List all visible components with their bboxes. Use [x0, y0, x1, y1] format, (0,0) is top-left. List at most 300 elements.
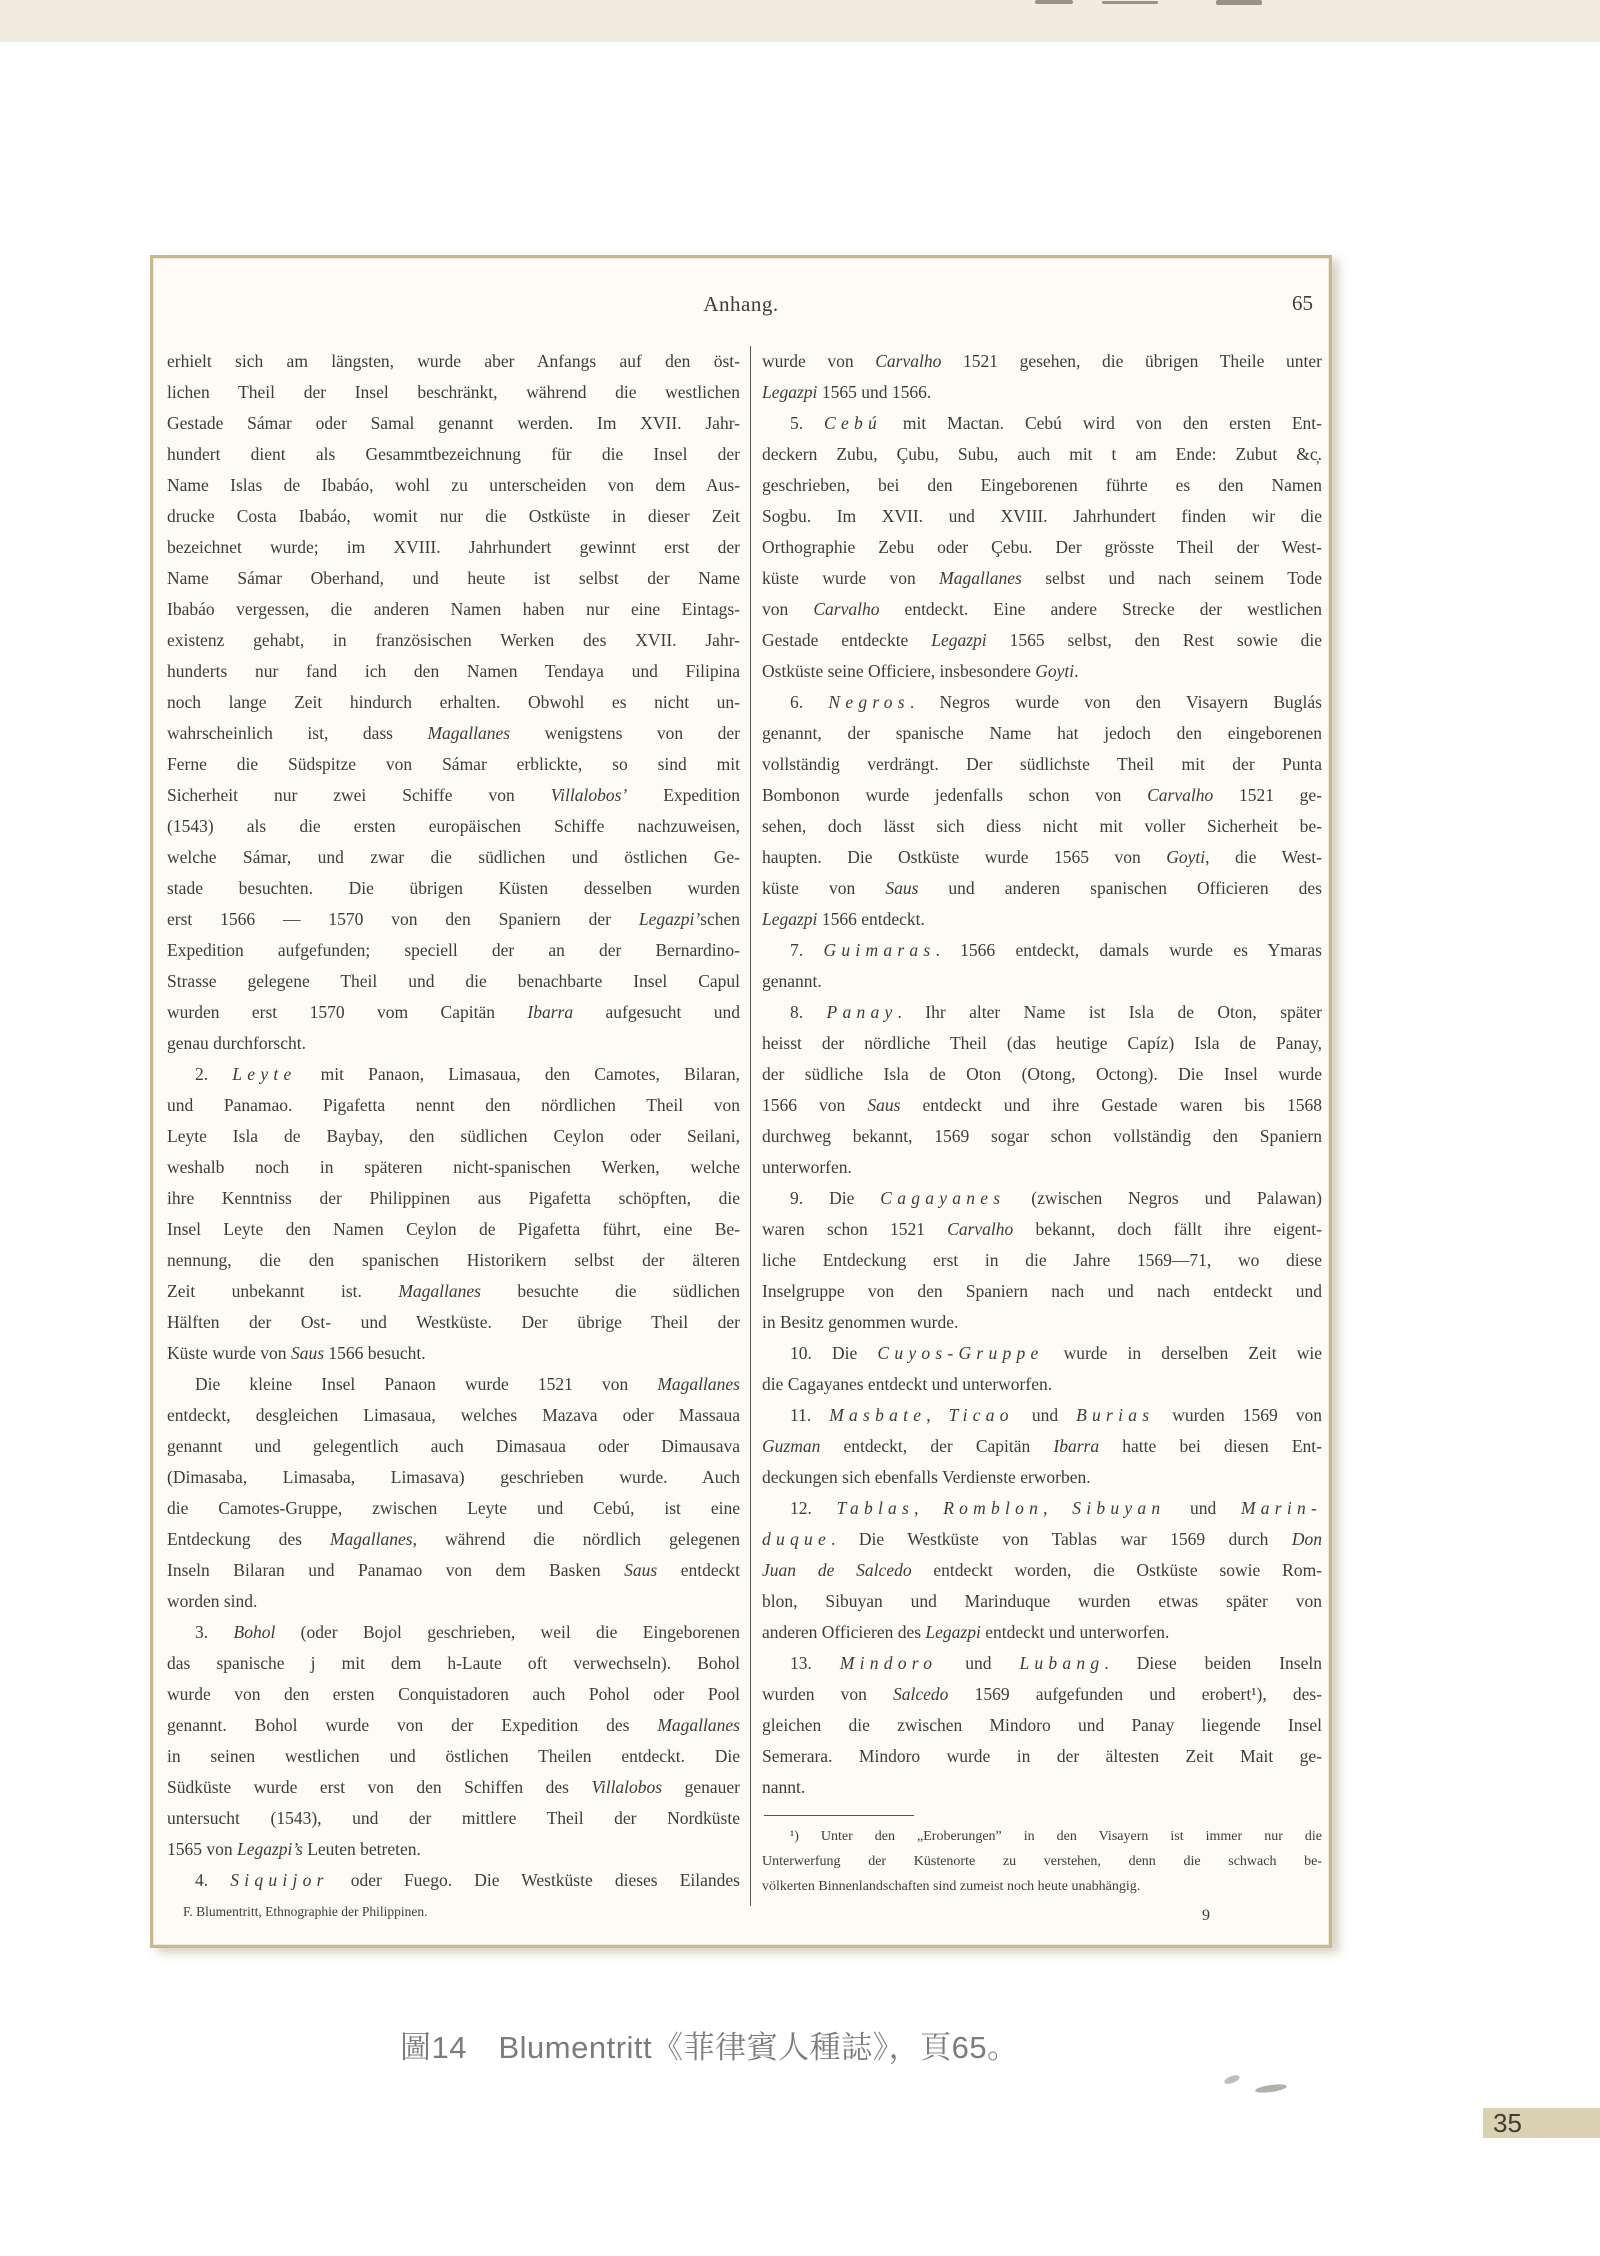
text-segment: Gestade Sámar oder Samal genannt werden. Im XVII. Jahr- [167, 413, 740, 433]
text-segment: wahrscheinlich ist, dass [167, 723, 428, 743]
italic-name-segment: Saus [290, 1343, 324, 1363]
text-segment: und [1013, 1405, 1077, 1425]
italic-name-segment: Ibarra [527, 1002, 574, 1022]
text-line [762, 1493, 1322, 1524]
right-text-column [762, 346, 1322, 1925]
text-segment: sehen, doch lässt sich diess nicht mit voller Sicherheit be- [762, 816, 1322, 836]
text-segment: erhielt sich am längsten, wurde aber Anfangs auf den öst- [167, 351, 740, 371]
text-line [167, 1183, 740, 1214]
text-line [762, 1183, 1322, 1214]
text-segment: selbst und nach seinem Tode [1021, 568, 1322, 588]
text-segment: stade besuchten. Die übrigen Küsten desselben wurden [167, 878, 740, 898]
text-line [762, 1431, 1322, 1462]
text-line [167, 1276, 740, 1307]
italic-name-segment: Villalobos’ [550, 785, 628, 805]
text-line [167, 749, 740, 780]
text-segment: 1565 und 1566. [817, 382, 932, 402]
italic-name-segment: Cebú [824, 413, 882, 433]
text-segment: 3. [195, 1622, 234, 1642]
text-segment: 1565 von [167, 1839, 237, 1859]
text-line [167, 1710, 740, 1741]
text-segment: deckern Zubu, Çubu, Subu, auch mit t am Ende: Zubut &c̦. [762, 444, 1322, 464]
text-segment: 6. [790, 692, 829, 712]
text-segment: anderen Officieren des [762, 1622, 926, 1642]
text-segment: küste von [762, 878, 886, 898]
text-line [762, 563, 1322, 594]
text-segment: 1566 von [762, 1095, 868, 1115]
text-segment: 1566 besucht. [324, 1343, 426, 1363]
text-segment: , die West- [1205, 847, 1322, 867]
italic-name-segment: Tablas [836, 1498, 915, 1518]
text-segment: die Camotes-Gruppe, zwischen Leyte und Cebú, ist eine [167, 1498, 740, 1518]
text-segment: 1566 entdeckt. [817, 909, 925, 929]
text-line [762, 439, 1322, 470]
text-line [762, 1276, 1322, 1307]
italic-name-segment: Saus [867, 1095, 901, 1115]
printer-signature-mark: 9 [1202, 1907, 1210, 1924]
text-line [762, 1524, 1322, 1555]
text-line [762, 811, 1322, 842]
italic-name-segment: Magallanes [427, 723, 511, 743]
text-line [167, 966, 740, 997]
text-segment: entdeckt [657, 1560, 740, 1580]
text-line [762, 997, 1322, 1028]
text-segment: liche Entdeckung erst in die Jahre 1569—71, wo diese [762, 1250, 1322, 1270]
italic-name-segment: Saus [624, 1560, 658, 1580]
italic-name-segment: Carvalho [813, 599, 880, 619]
italic-name-segment: Magallanes [939, 568, 1022, 588]
text-line [167, 1369, 740, 1400]
italic-name-segment: Leyte [232, 1064, 297, 1084]
text-line [167, 1493, 740, 1524]
text-segment: entdeckt. Eine andere Strecke der westlichen [879, 599, 1322, 619]
italic-name-segment: Carvalho [947, 1219, 1014, 1239]
text-line [167, 563, 740, 594]
text-segment: haupten. Die Ostküste wurde 1565 von [762, 847, 1167, 867]
italic-name-segment: Bohol [233, 1622, 276, 1642]
text-line [167, 594, 740, 625]
italic-name-segment: Masbate [829, 1405, 927, 1425]
text-segment: wurde in derselben Zeit wie [1043, 1343, 1322, 1363]
text-segment: , während die nördlich gelegenen [412, 1529, 740, 1549]
text-segment: welche Sámar, und zwar die südlichen und östlichen Ge- [167, 847, 740, 867]
text-segment: und Panamao. Pigafetta nennt den nördlichen Theil von [167, 1095, 740, 1115]
text-line [762, 1772, 1322, 1803]
text-line [762, 1245, 1322, 1276]
text-segment: mit Mactan. Cebú wird von den ersten Ent- [882, 413, 1322, 433]
italic-name-segment: Romblon [943, 1498, 1044, 1518]
italic-name-segment: Ibarra [1053, 1436, 1100, 1456]
text-segment: die Cagayanes entdeckt und unterworfen. [762, 1374, 1053, 1394]
text-line [762, 842, 1322, 873]
italic-name-segment: Saus [885, 878, 919, 898]
text-segment: Zeit unbekannt ist. [167, 1281, 399, 1301]
book-page-number: 65 [1292, 291, 1313, 315]
text-segment: vollständig verdrängt. Der südlichste Theil mit der Punta [762, 754, 1322, 774]
text-segment: heisst der nördliche Theil (das heutige Capíz) Isla de Panay, [762, 1033, 1322, 1053]
text-segment: Strasse gelegene Theil und die benachbarte Insel Capul [167, 971, 740, 991]
text-segment: Expedition aufgefunden; speciell der an der Bernardino- [167, 940, 740, 960]
text-segment: küste wurde von [762, 568, 940, 588]
text-segment: entdeckt, der Capitän [820, 1436, 1054, 1456]
italic-name-segment: Don [1291, 1529, 1322, 1549]
italic-name-segment: Mindoro [839, 1653, 938, 1673]
text-line [762, 408, 1322, 439]
text-segment: in Besitz genommen wurde. [762, 1312, 959, 1332]
text-line [762, 1369, 1322, 1400]
text-line [762, 873, 1322, 904]
text-line [167, 1121, 740, 1152]
text-line [167, 1214, 740, 1245]
italic-name-segment: Magallanes [398, 1281, 481, 1301]
text-line [762, 1849, 1322, 1874]
text-segment: existenz gehabt, in französischen Werken des XVII. Jahr- [167, 630, 740, 650]
text-segment: der südliche Isla de Oton (Otong, Octong). Die Insel wurde [762, 1064, 1322, 1084]
text-segment: Insel Leyte den Namen Ceylon de Pigafetta führt, eine Be- [167, 1219, 740, 1239]
text-line [167, 1586, 740, 1617]
text-segment: blon, Sibuyan und Marinduque wurden etwas später von [762, 1591, 1322, 1611]
text-segment: (oder Bojol geschrieben, weil die Eingeborenen [275, 1622, 740, 1642]
text-line [762, 1617, 1322, 1648]
text-segment: wenigstens von der [510, 723, 740, 743]
text-line [762, 1307, 1322, 1338]
text-line [167, 935, 740, 966]
scanner-top-band [0, 0, 1600, 42]
text-segment: wurden 1569 von [1154, 1405, 1322, 1425]
text-segment: Leuten betreten. [302, 1839, 421, 1859]
text-line [762, 470, 1322, 501]
text-segment: erst 1566 — 1570 von den Spaniern der [167, 909, 639, 929]
italic-name-segment: Guimaras [823, 940, 936, 960]
text-segment: wurde von den ersten Conquistadoren auch Pohol oder Pool [167, 1684, 740, 1704]
italic-name-segment: Carvalho [875, 351, 942, 371]
italic-name-segment: Legazpi [925, 1622, 981, 1642]
text-line [762, 1338, 1322, 1369]
scan-dirt-mark [1255, 2083, 1288, 2094]
text-segment: untersucht (1543), und der mittlere Theil der Nordküste [167, 1808, 740, 1828]
text-line [167, 780, 740, 811]
text-line [762, 1028, 1322, 1059]
text-segment: Semerara. Mindoro wurde in der ältesten Zeit Mait ge- [762, 1746, 1322, 1766]
text-line [167, 1834, 740, 1865]
text-line [167, 687, 740, 718]
text-segment: (1543) als die ersten europäischen Schiffe nachzuweisen, [167, 816, 740, 836]
scan-dirt-mark [1223, 2073, 1240, 2085]
text-line [762, 625, 1322, 656]
text-line [167, 625, 740, 656]
footnote-rule [764, 1815, 914, 1816]
italic-name-segment: Legazpi’ [638, 909, 701, 929]
text-segment: Bombonon wurde jedenfalls schon von [762, 785, 1148, 805]
text-line [762, 1586, 1322, 1617]
text-segment: genauer [662, 1777, 740, 1797]
text-segment: nennung, die den spanischen Historikern selbst der älteren [167, 1250, 740, 1270]
text-segment: genannt. Bohol wurde von der Expedition des [167, 1715, 658, 1735]
left-text-column [167, 346, 740, 1927]
text-segment: hundert dient als Gesammtbezeichnung für die Insel der [167, 444, 740, 464]
text-segment: Hälften der Ost- und Westküste. Der übrige Theil der [167, 1312, 740, 1332]
column-divider-rule [750, 346, 751, 1906]
italic-name-segment: Panay [826, 1002, 898, 1022]
text-line [762, 1710, 1322, 1741]
text-line [762, 904, 1322, 935]
text-segment: genau durchforscht. [167, 1033, 306, 1053]
text-segment: bezeichnet wurde; im XVIII. Jahrhundert gewinnt erst der [167, 537, 740, 557]
italic-name-segment: Legazpi [762, 909, 818, 929]
text-segment: . Die Westküste von Tablas war 1569 durch [831, 1529, 1292, 1549]
scan-artifact-speck [1102, 1, 1158, 4]
text-line [762, 532, 1322, 563]
text-segment: Leyte Isla de Baybay, den südlichen Ceylon oder Seilani, [167, 1126, 740, 1146]
figure-caption: 圖14 Blumentritt《菲律賓人種誌》，頁65。 [400, 2030, 1019, 2065]
text-segment: Inselgruppe von den Spaniern nach und nach entdeckt und [762, 1281, 1322, 1301]
text-segment: lichen Theil der Insel beschränkt, während die westlichen [167, 382, 740, 402]
text-line [762, 377, 1322, 408]
italic-name-segment: Legazpi [762, 382, 818, 402]
text-segment: weshalb noch in späteren nicht-spanischen Werken, welche [167, 1157, 740, 1177]
text-segment: 4. [195, 1870, 231, 1890]
italic-name-segment: Magallanes [657, 1715, 740, 1735]
text-segment: Name Sámar Oberhand, und heute ist selbst der Name [167, 568, 740, 588]
text-line [167, 1524, 740, 1555]
text-line [762, 966, 1322, 997]
text-line [167, 377, 740, 408]
text-segment: durchweg bekannt, 1569 sogar schon vollständig den Spaniern [762, 1126, 1322, 1146]
text-segment: genannt, der spanische Name hat jedoch den eingeborenen [762, 723, 1322, 743]
text-line [762, 749, 1322, 780]
text-segment: Orthographie Zebu oder Çebu. Der grösste Theil der West- [762, 537, 1322, 557]
text-line [167, 1090, 740, 1121]
text-segment: entdeckt, desgleichen Limasaua, welches Mazava oder Massaua [167, 1405, 740, 1425]
text-line [762, 594, 1322, 625]
text-line [167, 873, 740, 904]
italic-name-segment: Legazpi’s [237, 1839, 303, 1859]
text-segment: . 1566 entdeckt, damals wurde es Ymaras [935, 940, 1322, 960]
text-line [167, 656, 740, 687]
text-line [762, 1874, 1322, 1899]
text-segment: Sicherheit nur zwei Schiffe von [167, 785, 551, 805]
italic-name-segment: Goyti [1035, 661, 1075, 681]
text-line [167, 1028, 740, 1059]
text-segment: geschrieben, bei den Eingeborenen führte es den Namen [762, 475, 1322, 495]
text-line [167, 904, 740, 935]
text-line [167, 1741, 740, 1772]
text-segment: Sogbu. Im XVII. und XVIII. Jahrhundert finden wir die [762, 506, 1322, 526]
text-segment: 1569 aufgefunden und erobert¹), des- [948, 1684, 1322, 1704]
text-segment: . Negros wurde von den Visayern Buglás [909, 692, 1322, 712]
text-segment: unterworfen. [762, 1157, 852, 1177]
text-segment: Ostküste seine Officiere, insbesondere [762, 661, 1036, 681]
text-line [762, 1824, 1322, 1849]
text-segment: und anderen spanischen Officieren des [918, 878, 1322, 898]
text-segment: 1521 ge- [1213, 785, 1322, 805]
text-segment: schen [700, 909, 740, 929]
italic-name-segment: Villalobos [591, 1777, 663, 1797]
italic-name-segment: Magallanes [657, 1374, 740, 1394]
text-line [167, 408, 740, 439]
text-segment: Ferne die Südspitze von Sámar erblickte, so sind mit [167, 754, 740, 774]
text-segment: und [937, 1653, 1020, 1673]
text-line [167, 470, 740, 501]
text-segment: Die kleine Insel Panaon wurde 1521 von [195, 1374, 658, 1394]
text-segment: Inseln Bilaran und Panamao von dem Basken [167, 1560, 625, 1580]
text-line [167, 1245, 740, 1276]
text-segment: 8. [790, 1002, 827, 1022]
text-line [167, 1865, 740, 1896]
text-segment: wurde von [762, 351, 876, 371]
text-segment: ¹) Unter den „Eroberungen” in den Visayern ist immer nur die [790, 1829, 1322, 1844]
text-line [167, 1617, 740, 1648]
text-line [167, 842, 740, 873]
text-segment: völkerten Binnenlandschaften sind zumeist noch heute unabhängig. [762, 1879, 1141, 1894]
text-segment: deckungen sich ebenfalls Verdienste erworben. [762, 1467, 1091, 1487]
text-line [167, 1338, 740, 1369]
text-line [762, 501, 1322, 532]
italic-name-segment: Goyti [1166, 847, 1206, 867]
page-number-badge [1483, 2108, 1600, 2138]
text-segment: von [762, 599, 814, 619]
text-segment: Unterwerfung der Küstenorte zu verstehen, denn die schwach be- [762, 1854, 1322, 1869]
text-line [762, 1090, 1322, 1121]
text-line [762, 718, 1322, 749]
text-line [167, 1307, 740, 1338]
italic-name-segment: Guzman [762, 1436, 821, 1456]
text-line [167, 718, 740, 749]
text-segment: entdeckt und unterworfen. [980, 1622, 1170, 1642]
text-line [762, 1152, 1322, 1183]
italic-name-segment: Lubang [1019, 1653, 1105, 1673]
text-segment: gleichen die zwischen Mindoro und Panay liegende Insel [762, 1715, 1322, 1735]
text-line [167, 1772, 740, 1803]
text-line [167, 1059, 740, 1090]
text-segment: bekannt, doch fällt ihre eigent- [1013, 1219, 1322, 1239]
text-segment: ihre Kenntniss der Philippinen aus Pigafetta schöpften, die [167, 1188, 740, 1208]
text-segment: , [926, 1405, 949, 1425]
outer-page-number: 35 [1493, 2108, 1522, 2138]
text-line [167, 1431, 740, 1462]
text-segment: 5. [790, 413, 825, 433]
text-segment: oder Fuego. Die Westküste dieses Eilandes [328, 1870, 740, 1890]
text-line [762, 1121, 1322, 1152]
italic-name-segment: Burias [1076, 1405, 1155, 1425]
text-line [167, 1803, 740, 1834]
text-segment: Name Islas de Ibabáo, wohl zu unterscheiden von dem Aus- [167, 475, 740, 495]
text-line [167, 346, 740, 377]
italic-name-segment: Sibuyan [1072, 1498, 1166, 1518]
text-segment: drucke Costa Ibabáo, womit nur die Ostküste in dieser Zeit [167, 506, 740, 526]
italic-name-segment: Marin- [1240, 1498, 1322, 1518]
text-line [762, 1059, 1322, 1090]
text-line [167, 1152, 740, 1183]
text-line [167, 1400, 740, 1431]
text-segment: entdeckt und ihre Gestade waren bis 1568 [900, 1095, 1322, 1115]
text-segment: das spanische j mit dem h-Laute oft verwechseln). Bohol [167, 1653, 740, 1673]
text-line [762, 346, 1322, 377]
text-line [762, 1679, 1322, 1710]
text-line [762, 656, 1322, 687]
text-segment: Expedition [627, 785, 740, 805]
text-segment: Küste wurde von [167, 1343, 291, 1363]
text-segment: noch lange Zeit hindurch erhalten. Obwohl es nicht un- [167, 692, 740, 712]
italic-name-segment: Magallanes [329, 1529, 413, 1549]
text-segment: entdeckt worden, die Ostküste sowie Rom- [911, 1560, 1322, 1580]
italic-name-segment: duque [762, 1529, 832, 1549]
text-line [167, 1462, 740, 1493]
text-line [167, 1896, 740, 1927]
text-line [167, 997, 740, 1028]
text-line [167, 1648, 740, 1679]
text-segment: Ibabáo vergessen, die anderen Namen haben nur eine Eintags- [167, 599, 740, 619]
text-segment: , [1043, 1498, 1073, 1518]
text-segment: wurden erst 1570 vom Capitän [167, 1002, 528, 1022]
italic-name-segment: Cagayanes [880, 1188, 1006, 1208]
text-segment: 2. [195, 1064, 233, 1084]
text-segment: wurden von [762, 1684, 894, 1704]
text-line [167, 439, 740, 470]
scan-artifact-speck [1035, 0, 1073, 4]
italic-name-segment: Siquijor [230, 1870, 329, 1890]
text-line [762, 1214, 1322, 1245]
text-segment: . Ihr alter Name ist Isla de Oton, später [897, 1002, 1322, 1022]
text-segment: mit Panaon, Limasaua, den Camotes, Bilaran, [296, 1064, 740, 1084]
text-segment: genannt und gelegentlich auch Dimasaua oder Dimausava [167, 1436, 740, 1456]
italic-name-segment: Juan de Salcedo [762, 1560, 912, 1580]
text-segment: (Dimasaba, Limasaba, Limasava) geschrieben wurde. Auch [167, 1467, 740, 1487]
text-segment: 1565 selbst, den Rest sowie die [986, 630, 1322, 650]
text-segment: und [1165, 1498, 1241, 1518]
italic-name-segment: Negros [828, 692, 910, 712]
text-segment: 7. [790, 940, 824, 960]
italic-name-segment: Ticao [948, 1405, 1014, 1425]
text-segment: genannt. [762, 971, 822, 991]
text-segment: worden sind. [167, 1591, 258, 1611]
text-segment: . [1074, 661, 1079, 681]
text-line [762, 687, 1322, 718]
text-segment: nannt. [762, 1777, 806, 1797]
text-line [762, 1648, 1322, 1679]
scan-artifact-speck [1216, 0, 1262, 5]
text-segment: waren schon 1521 [762, 1219, 948, 1239]
text-line [762, 1462, 1322, 1493]
text-segment: 13. [790, 1653, 840, 1673]
text-line [762, 1400, 1322, 1431]
text-segment: 11. [790, 1405, 830, 1425]
text-line [762, 1741, 1322, 1772]
text-segment: Entdeckung des [167, 1529, 330, 1549]
text-line [167, 532, 740, 563]
scanned-book-page [150, 255, 1332, 1948]
italic-name-segment: Legazpi [931, 630, 987, 650]
text-segment: (zwischen Negros und Palawan) [1005, 1188, 1322, 1208]
text-line [762, 935, 1322, 966]
text-segment: , [914, 1498, 944, 1518]
text-segment: in seinen westlichen und östlichen Theilen entdeckt. Die [167, 1746, 740, 1766]
section-title: Anhang. [703, 292, 779, 316]
italic-name-segment: Salcedo [893, 1684, 949, 1704]
text-segment: Gestade entdeckte [762, 630, 932, 650]
text-line [167, 501, 740, 532]
text-line [167, 811, 740, 842]
italic-name-segment: Carvalho [1147, 785, 1214, 805]
text-segment: 9. Die [790, 1188, 881, 1208]
text-segment: hatte bei diesen Ent- [1099, 1436, 1322, 1456]
text-segment: besuchte die südlichen [480, 1281, 740, 1301]
text-segment: 12. [790, 1498, 837, 1518]
text-segment: hunderts nur fand ich den Namen Tendaya und Filipina [167, 661, 740, 681]
italic-name-segment: Cuyos-Gruppe [877, 1343, 1044, 1363]
text-segment: F. Blumentritt, Ethnographie der Philippinen. [183, 1904, 428, 1919]
text-segment: Südküste wurde erst von den Schiffen des [167, 1777, 592, 1797]
